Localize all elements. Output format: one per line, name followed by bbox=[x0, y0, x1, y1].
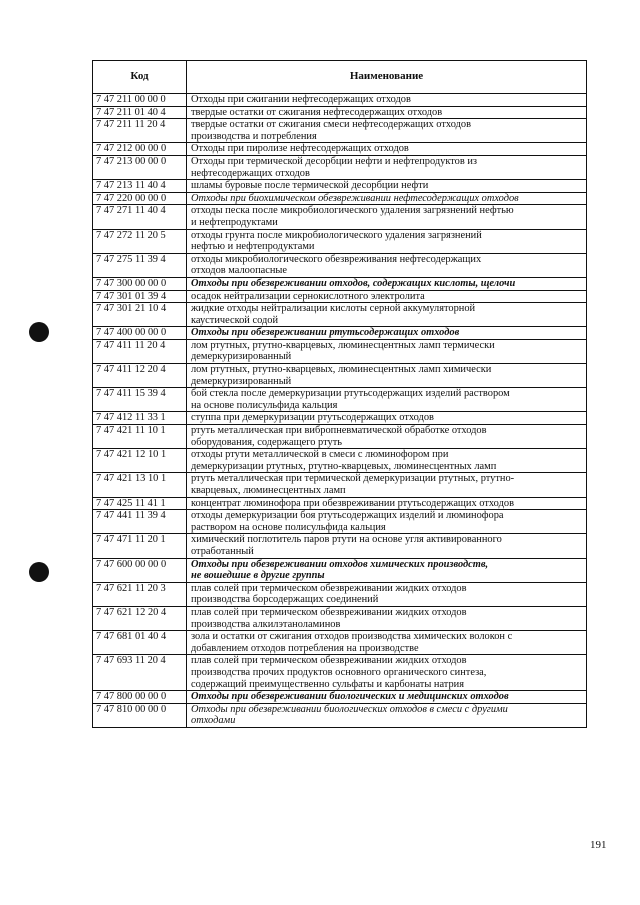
binder-hole-bottom bbox=[29, 562, 49, 582]
table-row bbox=[93, 473, 587, 497]
table-row bbox=[93, 497, 587, 510]
row-name bbox=[187, 510, 587, 534]
row-name-line: Отходы при обезвреживании биологических и медицинских отходов bbox=[191, 691, 509, 703]
row-name-continuation: добавлением отходов потребления на производстве bbox=[191, 642, 419, 654]
row-name-line: жидкие отходы нейтрализации кислоты серной аккумуляторной bbox=[191, 303, 476, 315]
table-row bbox=[93, 119, 587, 143]
table-row bbox=[93, 192, 587, 205]
table-header-row bbox=[93, 61, 587, 94]
row-name bbox=[187, 558, 587, 582]
row-code: 7 47 600 00 00 0 bbox=[93, 558, 187, 582]
table-row bbox=[93, 364, 587, 388]
row-code: 7 47 220 00 00 0 bbox=[93, 192, 187, 205]
row-name bbox=[187, 425, 587, 449]
row-name bbox=[187, 277, 587, 290]
row-name bbox=[187, 327, 587, 340]
row-code: 7 47 411 15 39 4 bbox=[93, 388, 187, 412]
table-row bbox=[93, 449, 587, 473]
row-name bbox=[187, 534, 587, 558]
row-name-line: осадок нейтрализации сернокислотного электролита bbox=[191, 290, 425, 302]
row-name-continuation: отработанный bbox=[191, 545, 254, 557]
row-name-line: ртуть металлическая при вибропневматической обработке отходов bbox=[191, 425, 487, 437]
table-row bbox=[93, 143, 587, 156]
row-name-line: шламы буровые после термической десорбции нефти bbox=[191, 180, 429, 192]
table-body bbox=[93, 94, 587, 728]
table-row bbox=[93, 425, 587, 449]
row-name-continuation: кварцевых, люминесцентных ламп bbox=[191, 485, 346, 496]
row-name-line: лом ртутных, ртутно-кварцевых, люминесцентных ламп термически bbox=[191, 339, 495, 351]
header-name: Наименование bbox=[187, 61, 587, 94]
table-row bbox=[93, 180, 587, 193]
row-code: 7 47 421 11 10 1 bbox=[93, 425, 187, 449]
row-code: 7 47 800 00 00 0 bbox=[93, 691, 187, 704]
row-code: 7 47 411 12 20 4 bbox=[93, 364, 187, 388]
table-row bbox=[93, 253, 587, 277]
row-name-line: химический поглотитель паров ртути на основе угля активированного bbox=[191, 534, 502, 546]
row-name-line: Отходы при пиролизе нефтесодержащих отходов bbox=[191, 143, 409, 155]
table-row bbox=[93, 691, 587, 704]
row-name-continuation: нефтесодержащих отходов bbox=[191, 167, 310, 179]
row-name-continuation: демеркуризации ртутных, ртутно-кварцевых, люминесцентных ламп bbox=[191, 460, 497, 472]
row-name-line: Отходы при биохимическом обезвреживании нефтесодержащих отходов bbox=[191, 192, 519, 204]
binder-hole-top bbox=[29, 322, 49, 342]
row-name-continuation: демеркуризированный bbox=[191, 375, 292, 387]
table-row bbox=[93, 631, 587, 655]
row-name bbox=[187, 119, 587, 143]
row-name bbox=[187, 497, 587, 510]
table-row bbox=[93, 606, 587, 630]
table-row bbox=[93, 534, 587, 558]
table-row bbox=[93, 303, 587, 327]
row-code: 7 47 211 11 20 4 bbox=[93, 119, 187, 143]
row-code: 7 47 681 01 40 4 bbox=[93, 631, 187, 655]
row-code: 7 47 412 11 33 1 bbox=[93, 412, 187, 425]
table-row bbox=[93, 229, 587, 253]
table-row bbox=[93, 412, 587, 425]
table-row bbox=[93, 558, 587, 582]
row-name-line: концентрат люминофора при обезвреживании ртутьсодержащих отходов bbox=[191, 497, 514, 509]
row-name-continuation: производства прочих продуктов основного органического синтеза, bbox=[191, 666, 487, 678]
row-code: 7 47 213 00 00 0 bbox=[93, 155, 187, 179]
table-row bbox=[93, 106, 587, 119]
table-row bbox=[93, 205, 587, 229]
row-name-line: отходы микробиологического обезвреживания нефтесодержащих bbox=[191, 253, 482, 265]
row-code: 7 47 471 11 20 1 bbox=[93, 534, 187, 558]
row-name bbox=[187, 364, 587, 388]
row-code: 7 47 212 00 00 0 bbox=[93, 143, 187, 156]
row-name-continuation: оборудования, содержащего ртуть bbox=[191, 436, 342, 448]
page-number: 191 bbox=[590, 839, 607, 851]
row-code: 7 47 211 01 40 4 bbox=[93, 106, 187, 119]
row-name-line: твердые остатки от сжигания нефтесодержащих отходов bbox=[191, 106, 443, 118]
row-name-line: Отходы при обезвреживании ртутьсодержащих отходов bbox=[191, 327, 460, 339]
row-code: 7 47 441 11 39 4 bbox=[93, 510, 187, 534]
row-name-line: бой стекла после демеркуризации ртутьсодержащих изделий раствором bbox=[191, 388, 510, 400]
table-row bbox=[93, 388, 587, 412]
row-name-line: лом ртутных, ртутно-кварцевых, люминесцентных ламп химически bbox=[191, 364, 492, 376]
row-name-line: Отходы при обезвреживании биологических отходов в смеси с другими bbox=[191, 703, 508, 715]
table-row bbox=[93, 339, 587, 363]
row-name-line: ступпа при демеркуризации ртутьсодержащих отходов bbox=[191, 412, 434, 424]
table-row bbox=[93, 582, 587, 606]
row-code: 7 47 621 11 20 3 bbox=[93, 582, 187, 606]
row-name bbox=[187, 412, 587, 425]
row-name bbox=[187, 290, 587, 303]
row-name-line: зола и остатки от сжигания отходов производства химических волокон с bbox=[191, 631, 513, 643]
row-name-line: твердые остатки от сжигания смеси нефтесодержащих отходов bbox=[191, 119, 471, 131]
row-name-continuation: и нефтепродуктами bbox=[191, 216, 278, 228]
row-name-line: плав солей при термическом обезвреживании жидких отходов bbox=[191, 655, 467, 667]
row-name bbox=[187, 180, 587, 193]
table-row bbox=[93, 155, 587, 179]
row-name-continuation: отходами bbox=[191, 715, 236, 727]
row-name-continuation: содержащий преимущественно сульфаты и карбонаты натрия bbox=[191, 678, 465, 690]
row-name-continuation: не вошедшие в другие группы bbox=[191, 570, 325, 582]
row-code: 7 47 621 12 20 4 bbox=[93, 606, 187, 630]
row-name bbox=[187, 94, 587, 107]
row-name bbox=[187, 339, 587, 363]
row-code: 7 47 271 11 40 4 bbox=[93, 205, 187, 229]
table-row bbox=[93, 655, 587, 691]
row-name-line: ртуть металлическая при термической демеркуризации ртутных, ртутно- bbox=[191, 473, 515, 485]
waste-catalog-table bbox=[92, 60, 587, 728]
row-name-line: отходы песка после микробиологического удаления загрязнений нефтью bbox=[191, 205, 514, 217]
row-name-line: Отходы при сжигании нефтесодержащих отходов bbox=[191, 94, 411, 105]
row-name-line: Отходы при обезвреживании отходов, содержащих кислоты, щелочи bbox=[191, 277, 516, 289]
row-name bbox=[187, 691, 587, 704]
row-name bbox=[187, 143, 587, 156]
table-row bbox=[93, 277, 587, 290]
row-name bbox=[187, 631, 587, 655]
row-code: 7 47 810 00 00 0 bbox=[93, 703, 187, 727]
row-code: 7 47 211 00 00 0 bbox=[93, 94, 187, 107]
row-name bbox=[187, 303, 587, 327]
row-code: 7 47 301 21 10 4 bbox=[93, 303, 187, 327]
row-code: 7 47 421 12 10 1 bbox=[93, 449, 187, 473]
row-name-line: отходы демеркуризации боя ртутьсодержащих изделий и люминофора bbox=[191, 510, 504, 522]
header-code: Код bbox=[93, 61, 187, 94]
row-code: 7 47 425 11 41 1 bbox=[93, 497, 187, 510]
row-code: 7 47 411 11 20 4 bbox=[93, 339, 187, 363]
row-code: 7 47 300 00 00 0 bbox=[93, 277, 187, 290]
row-name bbox=[187, 582, 587, 606]
row-name bbox=[187, 655, 587, 691]
row-name-continuation: каустической содой bbox=[191, 314, 279, 326]
row-name-line: плав солей при термическом обезвреживании жидких отходов bbox=[191, 606, 467, 618]
row-name bbox=[187, 205, 587, 229]
row-name-line: Отходы при термической десорбции нефти и нефтепродуктов из bbox=[191, 155, 478, 167]
row-name bbox=[187, 253, 587, 277]
row-name-line: Отходы при обезвреживании отходов химических производств, bbox=[191, 558, 489, 570]
row-name-continuation: нефтью и нефтепродуктами bbox=[191, 241, 315, 253]
row-name-continuation: отходов малоопасные bbox=[191, 265, 288, 277]
row-name-continuation: демеркуризированный bbox=[191, 351, 292, 363]
row-name bbox=[187, 155, 587, 179]
row-name bbox=[187, 449, 587, 473]
row-name bbox=[187, 192, 587, 205]
row-name-continuation: производства и потребления bbox=[191, 130, 317, 142]
row-code: 7 47 421 13 10 1 bbox=[93, 473, 187, 497]
row-code: 7 47 275 11 39 4 bbox=[93, 253, 187, 277]
table-row bbox=[93, 290, 587, 303]
row-code: 7 47 301 01 39 4 bbox=[93, 290, 187, 303]
row-code: 7 47 693 11 20 4 bbox=[93, 655, 187, 691]
row-name bbox=[187, 703, 587, 727]
row-name-line: плав солей при термическом обезвреживании жидких отходов bbox=[191, 582, 467, 594]
row-name-line: отходы ртути металлической в смеси с люминофором при bbox=[191, 449, 449, 461]
row-code: 7 47 213 11 40 4 bbox=[93, 180, 187, 193]
row-name bbox=[187, 473, 587, 497]
row-name bbox=[187, 606, 587, 630]
table-row bbox=[93, 510, 587, 534]
row-name bbox=[187, 106, 587, 119]
row-name-line: отходы грунта после микробиологического удаления загрязнений bbox=[191, 229, 482, 241]
row-name bbox=[187, 229, 587, 253]
table-row bbox=[93, 703, 587, 727]
row-name-continuation: раствором на основе полисульфида кальция bbox=[191, 521, 386, 533]
row-code: 7 47 272 11 20 5 bbox=[93, 229, 187, 253]
table-row bbox=[93, 94, 587, 107]
row-code: 7 47 400 00 00 0 bbox=[93, 327, 187, 340]
row-name-continuation: на основе полисульфида кальция bbox=[191, 399, 338, 411]
row-name-continuation: производства алкилэтаноламинов bbox=[191, 618, 341, 630]
row-name bbox=[187, 388, 587, 412]
row-name-continuation: производства борсодержащих соединений bbox=[191, 594, 379, 606]
table-row bbox=[93, 327, 587, 340]
